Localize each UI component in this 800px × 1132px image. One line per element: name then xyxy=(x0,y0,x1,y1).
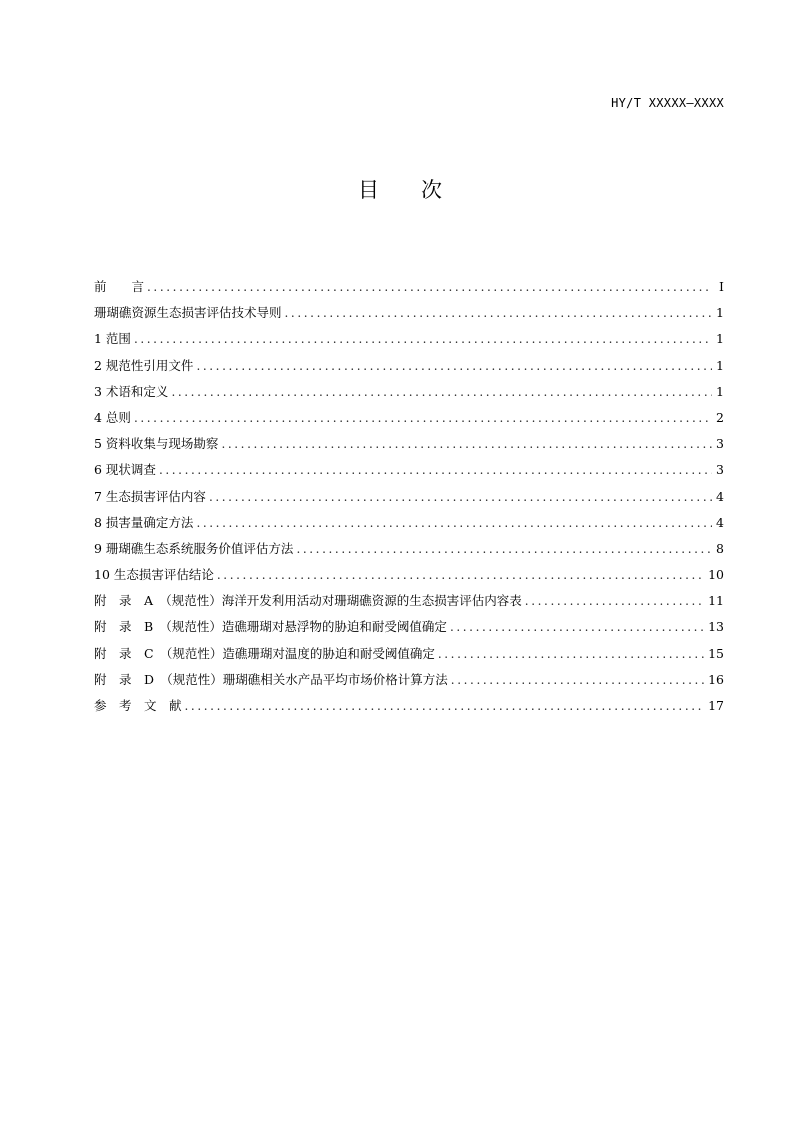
toc-label: 7 生态损害评估内容 xyxy=(94,488,206,504)
page-title xyxy=(0,174,800,204)
toc-leader xyxy=(285,306,712,320)
document-code: HY/T XXXXX—XXXX xyxy=(611,96,724,110)
toc-page-number: 1 xyxy=(716,357,724,373)
toc-page-number: 2 xyxy=(716,409,724,425)
table-of-contents xyxy=(94,277,724,722)
toc-leader xyxy=(217,568,704,582)
toc-label: 珊瑚礁资源生态损害评估技术导则 xyxy=(94,305,282,321)
toc-label: 3 术语和定义 xyxy=(94,383,169,399)
toc-label: 前 言 xyxy=(94,279,145,294)
toc-label: 10 生态损害评估结论 xyxy=(94,567,214,583)
toc-page-number: 13 xyxy=(708,619,724,635)
toc-page-number: 10 xyxy=(708,567,724,583)
toc-leader xyxy=(185,699,705,713)
toc-entry-data-collection[interactable] xyxy=(94,434,724,460)
toc-entry-assessment-content[interactable] xyxy=(94,487,724,513)
toc-page-number: 8 xyxy=(716,540,724,556)
toc-entry-terms[interactable] xyxy=(94,382,724,408)
title-char-1: 目 xyxy=(358,178,379,202)
toc-page-number: 16 xyxy=(708,671,724,687)
toc-page-number: 4 xyxy=(716,514,724,530)
toc-page-number: 1 xyxy=(716,383,724,399)
toc-leader xyxy=(159,463,712,477)
toc-entry-bibliography[interactable] xyxy=(94,696,724,722)
toc-leader xyxy=(296,542,712,556)
toc-entry-appendix-d[interactable] xyxy=(94,670,724,696)
toc-label: 1 范围 xyxy=(94,331,131,347)
toc-page-number: 3 xyxy=(716,462,724,478)
toc-page-number: 4 xyxy=(716,488,724,504)
toc-page-number: 3 xyxy=(716,436,724,452)
toc-entry-conclusion[interactable] xyxy=(94,565,724,591)
toc-label: 9 珊瑚礁生态系统服务价值评估方法 xyxy=(94,540,294,556)
toc-page-number: 1 xyxy=(716,305,724,321)
title-char-2: 次 xyxy=(421,178,442,202)
toc-leader xyxy=(221,437,712,451)
toc-label: 参 考 文 献 xyxy=(94,698,182,713)
toc-leader xyxy=(438,647,704,661)
toc-label: 2 规范性引用文件 xyxy=(94,357,194,373)
toc-entry-guideline-title[interactable] xyxy=(94,303,724,329)
toc-leader xyxy=(209,490,712,504)
toc-entry-damage-quantity[interactable] xyxy=(94,513,724,539)
toc-page-number: I xyxy=(719,279,724,294)
toc-label: 8 损害量确定方法 xyxy=(94,514,194,530)
toc-entry-normative-references[interactable] xyxy=(94,356,724,382)
toc-page-number: 15 xyxy=(708,645,724,661)
toc-leader xyxy=(134,411,712,425)
toc-label: 附 录 D （规范性）珊瑚礁相关水产品平均市场价格计算方法 xyxy=(94,671,448,687)
toc-page-number: 17 xyxy=(708,698,724,713)
toc-leader xyxy=(134,332,712,346)
toc-leader xyxy=(147,280,712,294)
toc-leader xyxy=(451,673,704,687)
toc-label: 附 录 A （规范性）海洋开发利用活动对珊瑚礁资源的生态损害评估内容表 xyxy=(94,593,522,609)
toc-entry-appendix-a[interactable] xyxy=(94,591,724,617)
toc-entry-status-survey[interactable] xyxy=(94,460,724,486)
toc-entry-appendix-b[interactable] xyxy=(94,617,724,643)
toc-label: 4 总则 xyxy=(94,409,131,425)
toc-entry-service-value[interactable] xyxy=(94,539,724,565)
toc-leader xyxy=(171,385,712,399)
toc-page-number: 1 xyxy=(716,331,724,347)
toc-leader xyxy=(525,594,704,608)
toc-entry-general[interactable] xyxy=(94,408,724,434)
toc-leader xyxy=(196,359,712,373)
toc-entry-scope[interactable] xyxy=(94,329,724,355)
toc-leader xyxy=(196,516,712,530)
toc-entry-foreword[interactable] xyxy=(94,277,724,303)
toc-label: 6 现状调查 xyxy=(94,462,156,478)
toc-entry-appendix-c[interactable] xyxy=(94,644,724,670)
toc-leader xyxy=(450,620,704,634)
toc-label: 附 录 C （规范性）造礁珊瑚对温度的胁迫和耐受阈值确定 xyxy=(94,645,435,661)
toc-page-number: 11 xyxy=(708,593,724,609)
toc-label: 5 资料收集与现场勘察 xyxy=(94,436,219,452)
toc-label: 附 录 B （规范性）造礁珊瑚对悬浮物的胁迫和耐受阈值确定 xyxy=(94,619,447,635)
